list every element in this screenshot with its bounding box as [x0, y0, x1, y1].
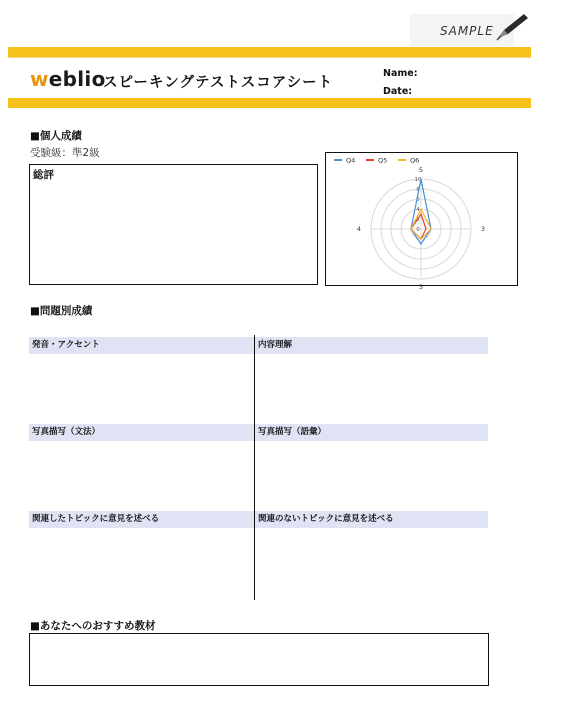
grade-text: 受験級：準2級: [30, 147, 100, 159]
date-label: Date:: [383, 86, 413, 97]
header-band-line: [8, 57, 531, 58]
category-unrelated-topic: 関連のないトピックに意見を述べる: [255, 511, 488, 528]
legend-label-q5: Q5: [378, 156, 388, 165]
header-band-bottom: [8, 98, 531, 108]
legend-label-q4: Q4: [346, 156, 356, 165]
name-label: Name:: [383, 68, 418, 79]
personal-heading: ■個人成績: [30, 130, 82, 142]
by-question-heading: ■問題別成績: [30, 305, 93, 317]
radar-axis-label: 3: [480, 225, 486, 233]
radar-tick-label: 0: [416, 227, 420, 233]
radar-tick-label: 10: [414, 177, 422, 183]
comment-box: [29, 164, 318, 285]
radar-tick-label: 2: [416, 217, 420, 223]
logo-initial: w: [30, 67, 49, 91]
comment-label: 総評: [33, 169, 54, 181]
score-chart: [325, 152, 518, 291]
header-band-top: [8, 47, 531, 57]
legend-label-q6: Q6: [410, 156, 420, 165]
radar-tick-label: 4: [416, 207, 420, 213]
category-photo-vocabulary: 写真描写（語彙）: [255, 424, 488, 441]
category-pronunciation: 発音・アクセント: [29, 337, 254, 354]
category-photo-grammar: 写真描写（文法）: [29, 424, 254, 441]
radar-axis-label: 5: [418, 166, 424, 174]
weblio-logo: [30, 67, 106, 91]
radar-axis-label: 4: [356, 225, 362, 233]
sample-text: SAMPLE: [440, 24, 494, 38]
document-title: スピーキングテストスコアシート: [103, 75, 334, 91]
radar-tick-label: 8: [416, 187, 420, 193]
recommend-heading: ■あなたへのおすすめ教材: [30, 620, 156, 632]
recommend-box: [29, 633, 489, 686]
category-related-topic: 関連したトピックに意見を述べる: [29, 511, 254, 528]
category-comprehension: 内容理解: [255, 337, 488, 354]
radar-axis-label: 3: [418, 283, 424, 291]
sample-watermark: [410, 12, 530, 48]
pen-icon: [496, 12, 530, 42]
radar-tick-label: 6: [416, 197, 420, 203]
radar-chart: [326, 153, 517, 291]
logo-rest: eblio: [48, 67, 106, 91]
column-divider: [254, 335, 255, 600]
